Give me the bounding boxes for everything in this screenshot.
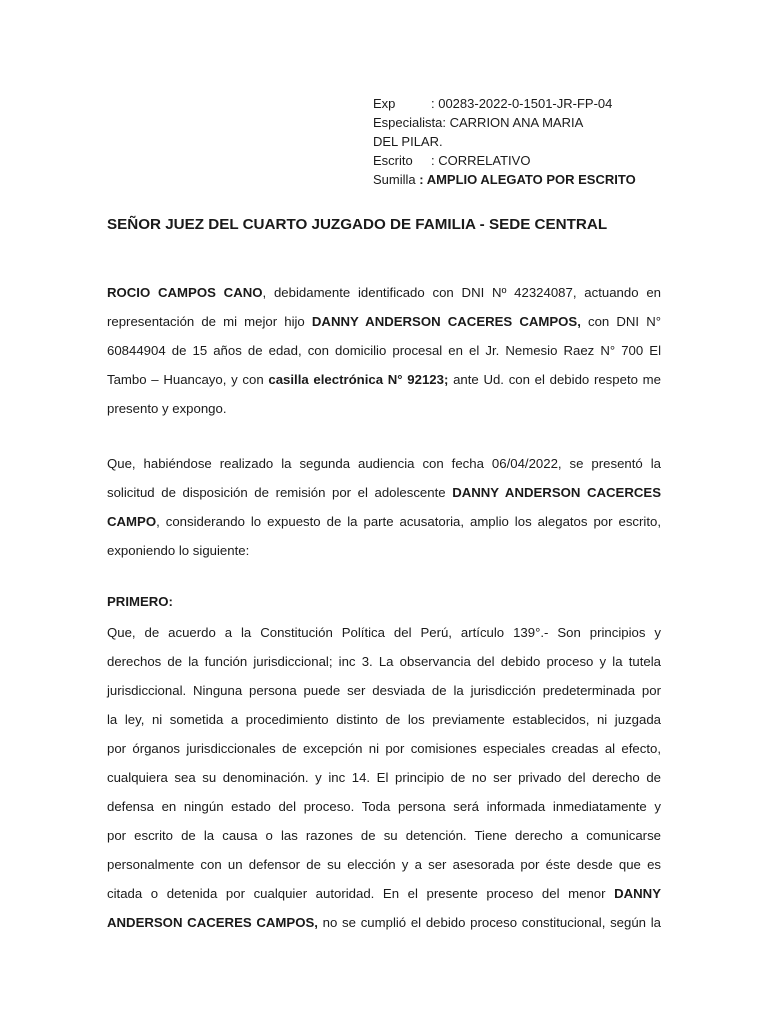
text-line [107, 478, 661, 507]
case-header [373, 94, 653, 189]
minor-name: CAMPO [107, 514, 157, 529]
especialista-label: Especialista: [373, 115, 446, 130]
especialista-line-2 [373, 132, 653, 151]
exp-value: : 00283-2022-0-1501-JR-FP-04 [431, 96, 613, 111]
paragraph-primero [107, 618, 661, 937]
minor-name: DANNY [614, 886, 661, 901]
exp-label: Exp [373, 96, 396, 111]
text-line: Que, habiéndose realizado la segunda audiencia con fecha 06/04/2022, se presentó la [107, 456, 661, 471]
text-span: con DNI N° [580, 314, 661, 329]
text-line: personalmente con un defensor de su elección y a ser asesorada por éste desde que es [107, 857, 661, 872]
text-line: presento y expongo. [107, 401, 227, 416]
text-span: , considerando lo expuesto de la parte acusatoria, amplio los alegatos por escrito, [156, 514, 661, 529]
text-line [107, 879, 661, 908]
sumilla-line [373, 170, 653, 189]
text-line [107, 278, 661, 307]
document-title: SEÑOR JUEZ DEL CUARTO JUZGADO DE FAMILIA - SEDE CENTRAL [107, 216, 608, 233]
text-span: citada o detenida por cualquier autoridad. En el presente proceso del menor [107, 886, 615, 901]
especialista-value-cont: DEL PILAR. [373, 134, 443, 149]
text-span: , debidamente identificado con DNI Nº 42324087, actuando en [262, 285, 662, 300]
minor-name: DANNY ANDERSON CACERCES [452, 485, 661, 500]
sumilla-label: Sumilla [373, 172, 416, 187]
text-span: representación de mi mejor hijo [107, 314, 312, 329]
text-line [107, 365, 661, 394]
text-line: por escrito de la causa o las razones de su detención. Tiene derecho a comunicarse [107, 828, 661, 843]
minor-name: ANDERSON CACERES CAMPOS, [107, 915, 318, 930]
text-line: 60844904 de 15 años de edad, con domicilio procesal en el Jr. Nemesio Raez N° 700 El [107, 343, 661, 358]
sumilla-value: : AMPLIO ALEGATO POR ESCRITO [419, 172, 636, 187]
casilla-electronica: casilla electrónica N° 92123; [268, 372, 449, 387]
escrito-label: Escrito [373, 153, 413, 168]
text-line: exponiendo lo siguiente: [107, 543, 250, 558]
exp-line [373, 94, 653, 113]
text-line: derechos de la función jurisdiccional; inc 3. La observancia del debido proceso y la tutela [107, 654, 661, 669]
paragraph-context [107, 449, 661, 565]
text-span: solicitud de disposición de remisión por el adolescente [107, 485, 453, 500]
paragraph-intro [107, 278, 661, 423]
text-line: Que, de acuerdo a la Constitución Política del Perú, artículo 139°.- Son principios y [107, 625, 661, 640]
especialista-value: CARRION ANA MARIA [449, 115, 584, 130]
text-line [107, 507, 661, 536]
petitioner-name: ROCIO CAMPOS CANO [107, 285, 263, 300]
escrito-line [373, 151, 653, 170]
escrito-value: : CORRELATIVO [431, 153, 531, 168]
text-line: la ley, ni sometida a procedimiento distinto de los previamente establecidos, ni juzgada [107, 712, 661, 727]
text-line: defensa en ningún estado del proceso. Toda persona será informada inmediatamente y [107, 799, 661, 814]
especialista-line [373, 113, 653, 132]
text-span: no se cumplió el debido proceso constitucional, según la [317, 915, 661, 930]
section-heading-primero: PRIMERO: [107, 594, 173, 609]
text-line [107, 307, 661, 336]
text-span: ante Ud. con el debido respeto me [448, 372, 661, 387]
text-line: por órganos jurisdiccionales de excepción ni por comisiones especiales creadas al efecto, [107, 741, 661, 756]
text-line: jurisdiccional. Ninguna persona puede ser desviada de la jurisdicción predeterminada por [107, 683, 661, 698]
text-line [107, 908, 661, 937]
minor-name: DANNY ANDERSON CACERES CAMPOS, [311, 314, 581, 329]
text-span: Tambo – Huancayo, y con [107, 372, 269, 387]
text-line: cualquiera sea su denominación. y inc 14. El principio de no ser privado del derecho de [107, 770, 661, 785]
